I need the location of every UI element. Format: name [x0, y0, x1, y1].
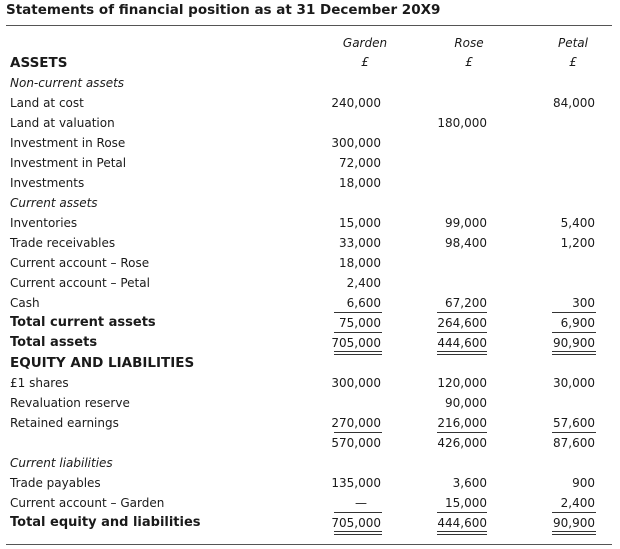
table-row — [0, 235, 620, 255]
row-label: Cash — [10, 296, 40, 310]
rose-value: 216,000 — [437, 416, 487, 430]
row-label: Total assets — [10, 335, 98, 350]
total-double-rule — [437, 531, 487, 535]
row-label: Investment in Petal — [10, 156, 127, 170]
petal-value: 84,000 — [553, 96, 595, 110]
subtotal-rule — [552, 312, 596, 313]
total-double-rule — [552, 531, 596, 535]
garden-value: 72,000 — [339, 156, 381, 170]
row-label: Total current assets — [10, 315, 156, 330]
assets-heading: ASSETS — [10, 55, 68, 71]
rose-value: 120,000 — [437, 376, 487, 390]
petal-value: 300 — [572, 296, 595, 310]
subtotal-rule — [437, 312, 487, 313]
subtotal-rule — [334, 332, 382, 333]
top-rule — [6, 25, 612, 26]
garden-value: 705,000 — [331, 336, 381, 350]
garden-value: — — [355, 496, 367, 510]
unit-garden: £ — [361, 55, 369, 69]
row-label: Inventories — [10, 216, 78, 230]
garden-value: 2,400 — [346, 276, 381, 290]
petal-value: 90,900 — [553, 336, 595, 350]
table-row — [0, 475, 620, 495]
garden-value: 33,000 — [339, 236, 381, 250]
table-row — [0, 275, 620, 295]
header-rose: Rose — [454, 36, 484, 50]
table-row — [0, 115, 620, 135]
row-label: Retained earnings — [10, 416, 119, 430]
garden-value: 6,600 — [346, 296, 381, 310]
table-row — [0, 435, 620, 455]
bottom-rule — [6, 544, 612, 545]
table-row — [0, 335, 620, 355]
subtotal-rule — [334, 312, 382, 313]
row-label: Current account – Petal — [10, 276, 150, 290]
rose-value: 90,000 — [445, 396, 487, 410]
subtotal-rule — [552, 512, 596, 513]
rose-value: 3,600 — [452, 476, 487, 490]
statement-title: Statements of financial position as at 31 December 20X9 — [6, 2, 441, 18]
petal-value: 5,400 — [560, 216, 595, 230]
current-liabilities-heading: Current liabilities — [10, 456, 113, 470]
table-row — [0, 395, 620, 415]
garden-value: 300,000 — [331, 376, 381, 390]
subtotal-rule — [437, 432, 487, 433]
garden-value: 18,000 — [339, 256, 381, 270]
rose-value: 426,000 — [437, 436, 487, 450]
rose-value: 15,000 — [445, 496, 487, 510]
table-row — [0, 175, 620, 195]
petal-value: 1,200 — [560, 236, 595, 250]
equity-liabilities-heading: EQUITY AND LIABILITIES — [10, 355, 195, 371]
garden-value: 135,000 — [331, 476, 381, 490]
petal-value: 2,400 — [560, 496, 595, 510]
rose-value: 444,600 — [437, 516, 487, 530]
table-row — [0, 255, 620, 275]
petal-value: 90,900 — [553, 516, 595, 530]
rose-value: 444,600 — [437, 336, 487, 350]
unit-rose: £ — [465, 55, 473, 69]
total-double-rule — [334, 531, 382, 535]
header-petal: Petal — [557, 36, 588, 50]
table-row — [0, 215, 620, 235]
rose-value: 99,000 — [445, 216, 487, 230]
row-label: Investment in Rose — [10, 136, 126, 150]
non-current-assets-heading: Non-current assets — [10, 76, 125, 90]
equity-heading-row — [0, 355, 620, 375]
rose-value: 180,000 — [437, 116, 487, 130]
rose-value: 98,400 — [445, 236, 487, 250]
table-row — [0, 315, 620, 335]
garden-value: 705,000 — [331, 516, 381, 530]
row-label: Current account – Rose — [10, 256, 150, 270]
garden-value: 75,000 — [339, 316, 381, 330]
subtotal-rule — [334, 512, 382, 513]
petal-value: 30,000 — [553, 376, 595, 390]
petal-value: 87,600 — [553, 436, 595, 450]
row-label: Total equity and liabilities — [10, 515, 201, 530]
unit-petal: £ — [569, 55, 577, 69]
garden-value: 300,000 — [331, 136, 381, 150]
table-row — [0, 95, 620, 115]
table-row — [0, 295, 620, 315]
petal-value: 57,600 — [553, 416, 595, 430]
rose-value: 264,600 — [437, 316, 487, 330]
row-label: Trade payables — [10, 476, 101, 490]
table-row — [0, 135, 620, 155]
table-row — [0, 415, 620, 435]
table-row — [0, 495, 620, 515]
section-row — [0, 195, 620, 215]
row-label: Current account – Garden — [10, 496, 165, 510]
subtotal-rule — [552, 332, 596, 333]
row-label: £1 shares — [10, 376, 69, 390]
garden-value: 270,000 — [331, 416, 381, 430]
section-row — [0, 75, 620, 95]
garden-value: 240,000 — [331, 96, 381, 110]
table-row — [0, 375, 620, 395]
subtotal-rule — [437, 332, 487, 333]
subtotal-rule — [437, 512, 487, 513]
section-row — [0, 455, 620, 475]
current-assets-heading: Current assets — [10, 196, 98, 210]
petal-value: 6,900 — [560, 316, 595, 330]
garden-value: 15,000 — [339, 216, 381, 230]
table-row — [0, 155, 620, 175]
rose-value: 67,200 — [445, 296, 487, 310]
garden-value: 18,000 — [339, 176, 381, 190]
row-label: Land at cost — [10, 96, 84, 110]
garden-value: 570,000 — [331, 436, 381, 450]
header-garden: Garden — [342, 36, 388, 50]
table-row — [0, 515, 620, 535]
row-label: Investments — [10, 176, 85, 190]
petal-value: 900 — [572, 476, 595, 490]
subtotal-rule — [552, 432, 596, 433]
row-label: Revaluation reserve — [10, 396, 130, 410]
row-label: Land at valuation — [10, 116, 115, 130]
subtotal-rule — [334, 432, 382, 433]
assets-heading-row — [0, 55, 620, 75]
row-label: Trade receivables — [10, 236, 116, 250]
